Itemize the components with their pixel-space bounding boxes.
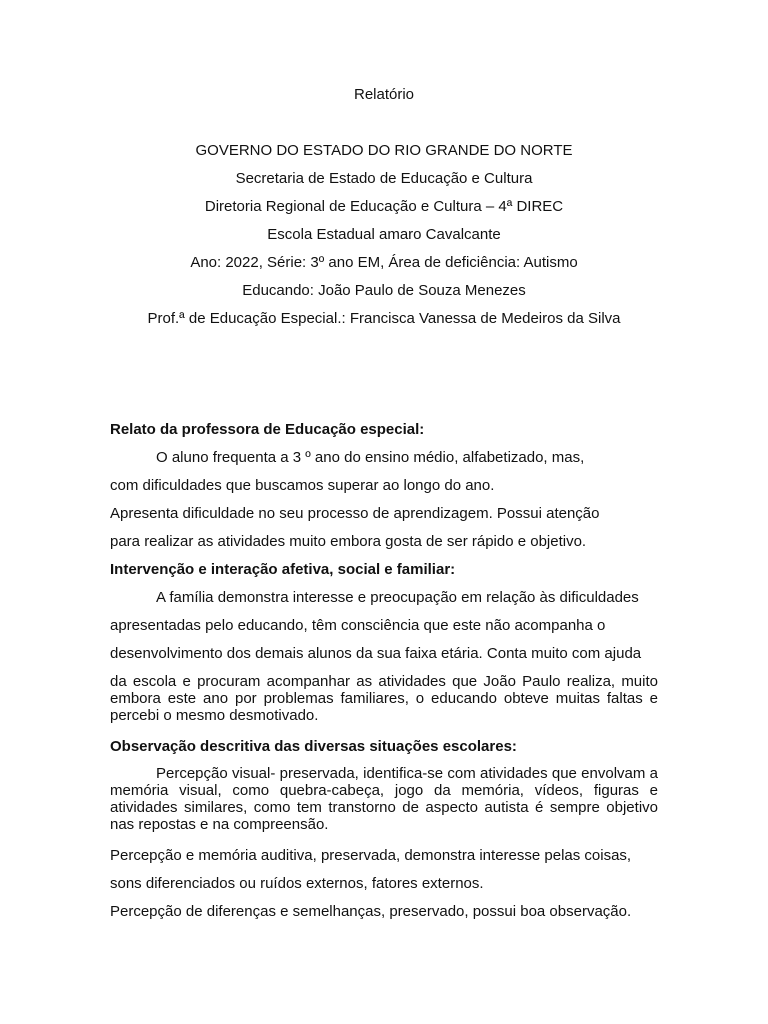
header-year-grade: Ano: 2022, Série: 3º ano EM, Área de deficiência: Autismo — [190, 254, 578, 271]
paragraph-line: A família demonstra interesse e preocupação em relação às dificuldades — [156, 589, 639, 606]
paragraph-line: com dificuldades que buscamos superar ao longo do ano. — [110, 477, 495, 494]
paragraph-block: Percepção visual- preservada, identifica-se com atividades que envolvam a memória visual, como quebra-cabeça, jogo da memória, vídeos, figuras e atividades similares, como tem transtorno de aspecto autista é sempre objetivo nas repostas e na compreensão. — [110, 765, 658, 833]
paragraph-line: Percepção de diferenças e semelhanças, preservado, possui boa observação. — [110, 903, 632, 920]
paragraph-line: sons diferenciados ou ruídos externos, fatores externos. — [110, 875, 484, 892]
header-secretariat: Secretaria de Estado de Educação e Cultura — [235, 170, 533, 187]
header-government: GOVERNO DO ESTADO DO RIO GRANDE DO NORTE — [195, 142, 573, 159]
document-title: Relatório — [353, 86, 415, 103]
header-school: Escola Estadual amaro Cavalcante — [267, 226, 501, 243]
paragraph-line: O aluno frequenta a 3 º ano do ensino médio, alfabetizado, mas, — [156, 449, 585, 466]
paragraph-block: da escola e procuram acompanhar as atividades que João Paulo realiza, muito embora este ano por problemas familiares, o educando obteve muitas faltas e percebi o mesmo desmotivado. — [110, 673, 658, 724]
section-heading-observation: Observação descritiva das diversas situações escolares: — [110, 738, 517, 755]
paragraph-line: Apresenta dificuldade no seu processo de aprendizagem. Possui atenção — [110, 505, 600, 522]
paragraph-line: apresentadas pelo educando, têm consciência que este não acompanha o — [110, 617, 606, 634]
section-heading-teacher-report: Relato da professora de Educação especial: — [110, 421, 425, 438]
paragraph-line: desenvolvimento dos demais alunos da sua faixa etária. Conta muito com ajuda — [110, 645, 642, 662]
header-student: Educando: João Paulo de Souza Menezes — [242, 282, 526, 299]
paragraph-line: para realizar as atividades muito embora gosta de ser rápido e objetivo. — [110, 533, 587, 550]
header-teacher: Prof.ª de Educação Especial.: Francisca Vanessa de Medeiros da Silva — [147, 310, 621, 327]
section-heading-intervention: Intervenção e interação afetiva, social e familiar: — [110, 561, 456, 578]
paragraph-line: Percepção e memória auditiva, preservada, demonstra interesse pelas coisas, — [110, 847, 632, 864]
header-directorate: Diretoria Regional de Educação e Cultura – 4ª DIREC — [204, 198, 564, 215]
